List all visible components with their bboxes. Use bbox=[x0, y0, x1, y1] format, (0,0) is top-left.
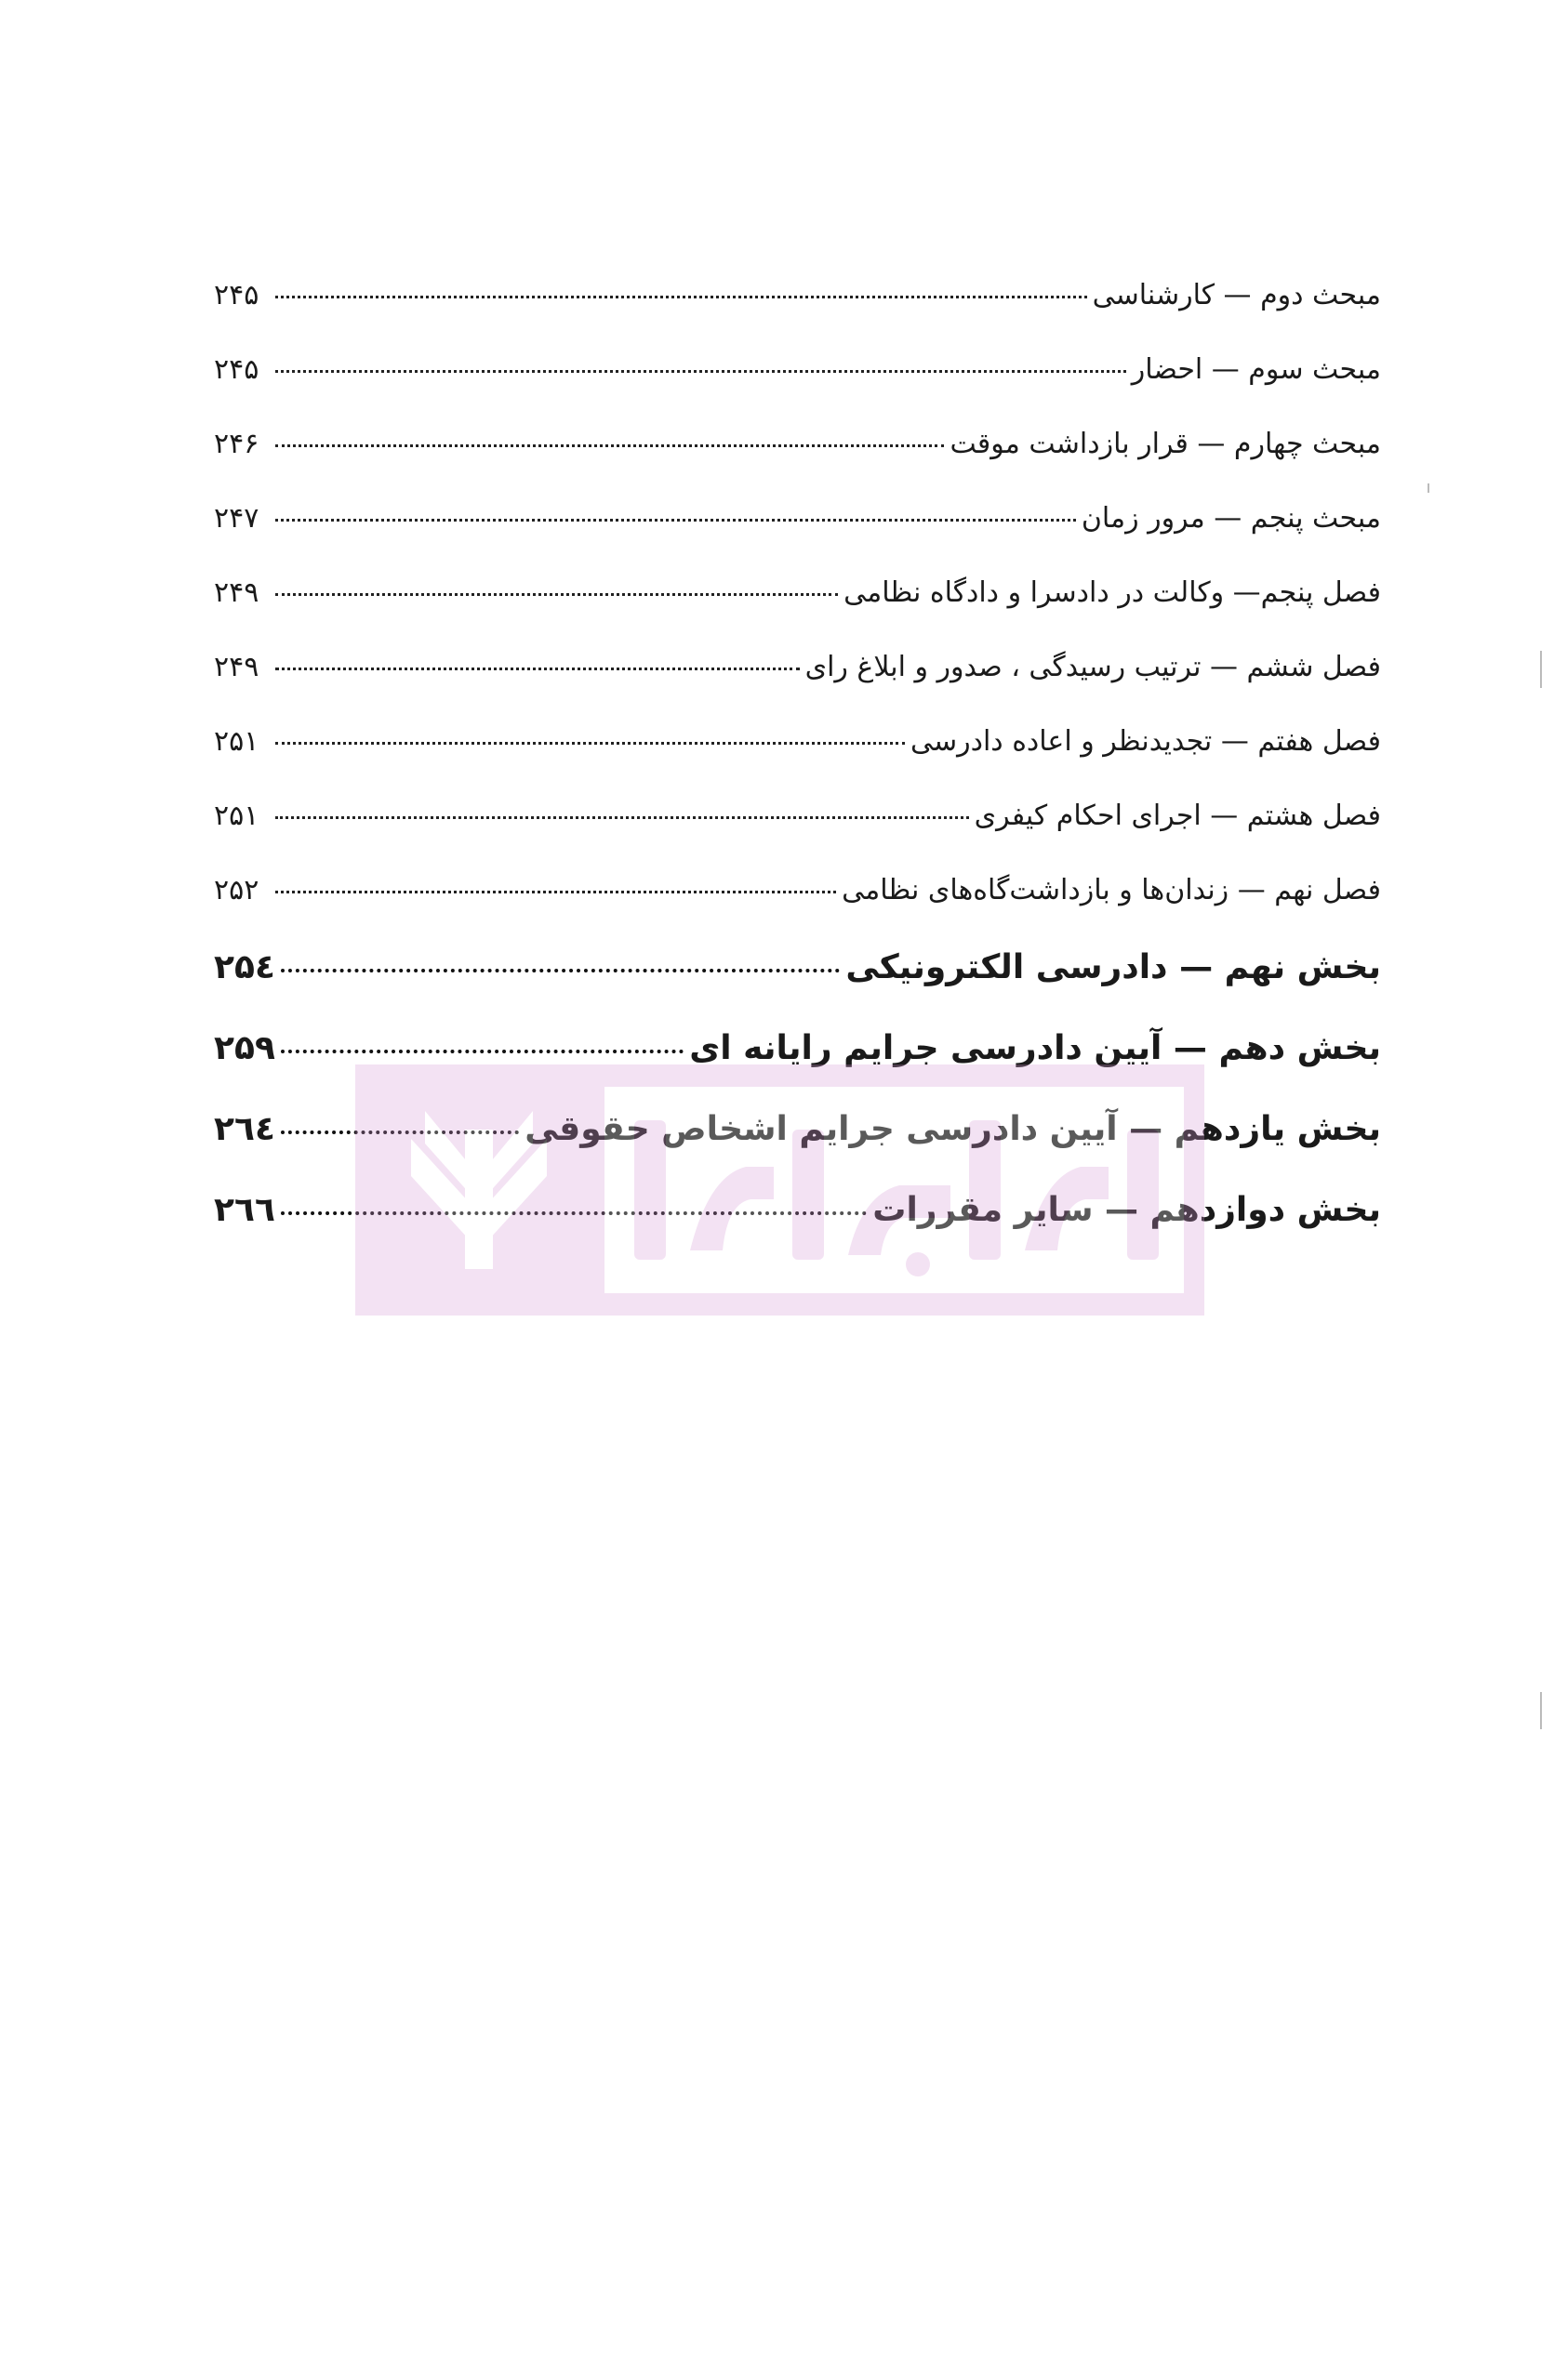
toc-entry-title: مبحث چهارم — قرار بازداشت موقت bbox=[950, 428, 1381, 460]
toc-entry-page: ۲۴۶ bbox=[214, 428, 259, 460]
toc-entry-page: ۲۴۵ bbox=[214, 279, 259, 311]
toc-section-title: بخش دوازدهم — سایر مقررات bbox=[872, 1191, 1381, 1229]
toc-section-title: بخش نهم — دادرسی الکترونیکی bbox=[845, 948, 1381, 986]
toc-dot-leader bbox=[275, 370, 1126, 373]
toc-entry-page: ۲۴۵ bbox=[214, 353, 259, 386]
toc-entry-page: ۲۴۷ bbox=[214, 502, 259, 535]
toc-entry[interactable] bbox=[214, 502, 1381, 576]
toc-entry[interactable] bbox=[214, 800, 1381, 874]
toc-dot-leader bbox=[281, 1211, 867, 1215]
table-of-contents bbox=[214, 279, 1381, 1272]
toc-dot-leader bbox=[275, 891, 836, 893]
toc-dot-leader bbox=[275, 668, 800, 670]
toc-section-entry[interactable] bbox=[214, 948, 1381, 1029]
toc-entry[interactable] bbox=[214, 353, 1381, 428]
toc-dot-leader bbox=[275, 742, 905, 745]
toc-section-entry[interactable] bbox=[214, 1110, 1381, 1191]
toc-entry-page: ۲۴۹ bbox=[214, 576, 259, 609]
toc-entry-title: مبحث دوم — کارشناسی bbox=[1092, 279, 1381, 311]
toc-dot-leader bbox=[281, 1130, 519, 1134]
toc-entry[interactable] bbox=[214, 874, 1381, 948]
toc-section-title: بخش یازدهم — آیین دادرسی جرایم اشخاص حقوقی bbox=[525, 1110, 1381, 1148]
toc-dot-leader bbox=[275, 444, 944, 447]
toc-entry-page: ۲۵۱ bbox=[214, 725, 259, 758]
toc-entry-title: فصل نهم — زندان‌ها و بازداشت‌گاه‌های نظامی bbox=[842, 874, 1381, 906]
toc-entry-title: فصل پنجم— وکالت در دادسرا و دادگاه نظامی bbox=[843, 576, 1381, 609]
toc-dot-leader bbox=[281, 1050, 684, 1053]
toc-entry-title: مبحث پنجم — مرور زمان bbox=[1081, 502, 1381, 535]
toc-section-entry[interactable] bbox=[214, 1029, 1381, 1110]
toc-dot-leader bbox=[275, 593, 838, 596]
toc-entry-page: ۲۵۲ bbox=[214, 874, 259, 906]
toc-section-page: ۲۵٤ bbox=[214, 948, 275, 986]
scan-edge-mark bbox=[1428, 483, 1429, 493]
toc-entry-page: ۲۴۹ bbox=[214, 651, 259, 683]
toc-section-title: بخش دهم — آیین دادرسی جرایم رایانه ای bbox=[689, 1029, 1381, 1067]
toc-section-page: ۲٦٤ bbox=[214, 1110, 275, 1148]
toc-dot-leader bbox=[275, 519, 1076, 522]
scan-edge-mark bbox=[1540, 1692, 1542, 1729]
toc-section-page: ۲۵۹ bbox=[214, 1029, 275, 1067]
toc-entry[interactable] bbox=[214, 428, 1381, 502]
toc-dot-leader bbox=[275, 296, 1087, 298]
toc-section-page: ۲٦٦ bbox=[214, 1191, 275, 1229]
toc-entry-title: فصل ششم — ترتیب رسیدگی ، صدور و ابلاغ رای bbox=[804, 651, 1381, 683]
toc-entry-page: ۲۵۱ bbox=[214, 800, 259, 832]
toc-dot-leader bbox=[275, 816, 969, 819]
scan-edge-mark bbox=[1540, 651, 1542, 688]
toc-entry[interactable] bbox=[214, 725, 1381, 800]
toc-entry-title: مبحث سوم — احضار bbox=[1131, 353, 1381, 386]
toc-entry[interactable] bbox=[214, 279, 1381, 353]
toc-entry[interactable] bbox=[214, 576, 1381, 651]
toc-entry[interactable] bbox=[214, 651, 1381, 725]
toc-entry-title: فصل هشتم — اجرای احکام کیفری bbox=[974, 800, 1381, 832]
toc-section-entry[interactable] bbox=[214, 1191, 1381, 1272]
toc-dot-leader bbox=[281, 969, 840, 972]
toc-entry-title: فصل هفتم — تجدیدنظر و اعاده دادرسی bbox=[910, 725, 1381, 758]
